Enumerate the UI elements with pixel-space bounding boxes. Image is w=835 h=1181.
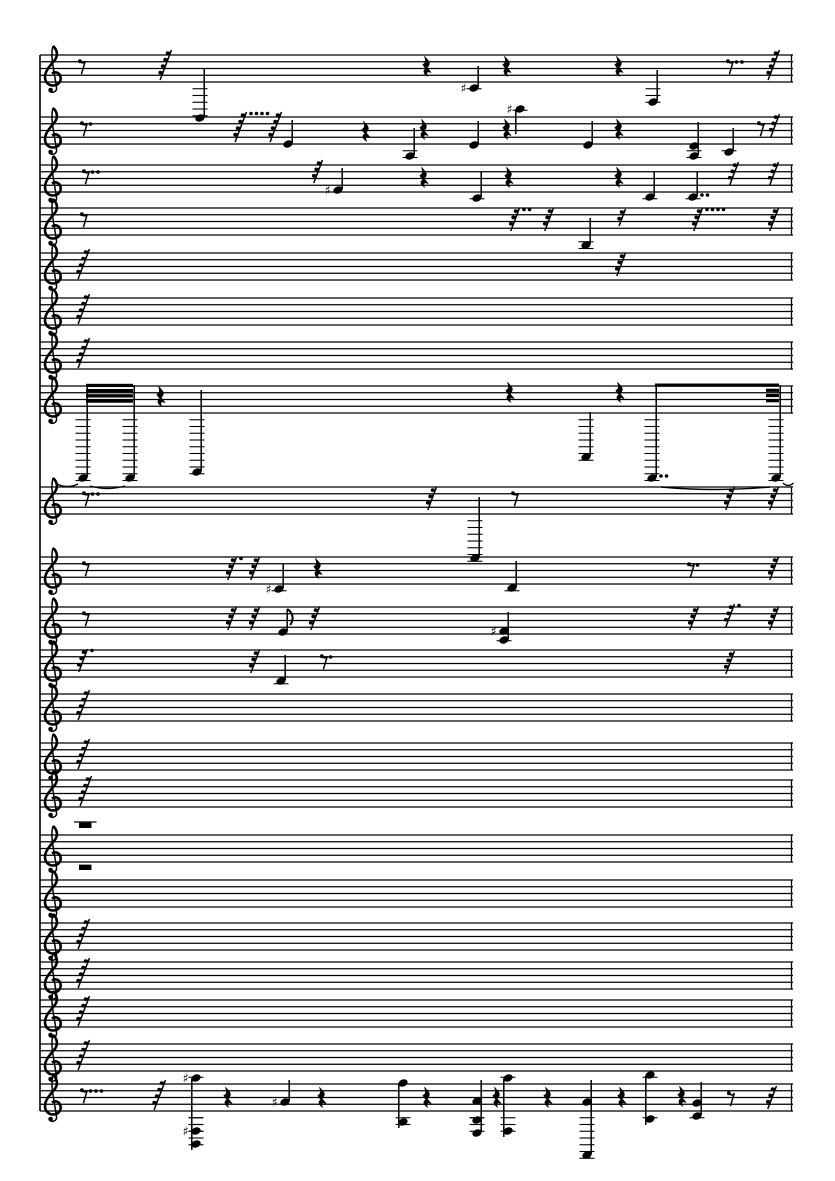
beam-bar [86,399,133,402]
beam-bar [655,384,779,387]
sharp-accidental: ♯ [182,1070,189,1086]
sharp-accidental: ♯ [182,1123,189,1139]
sharp-accidental: ♯ [460,80,467,96]
beam-bar [86,394,133,397]
half-rest [79,865,92,870]
sharp-accidental: ♯ [265,581,272,597]
beam-bar [766,394,779,397]
beam-bar [766,389,779,392]
beam-bar [86,384,133,387]
sharp-accidental: ♯ [324,182,331,198]
beam-bar [766,399,779,402]
beam-bar [86,389,133,392]
sharp-accidental: ♯ [506,101,513,117]
sharp-accidental: ♯ [490,623,497,639]
sharp-accidental: ♯ [271,1094,278,1110]
